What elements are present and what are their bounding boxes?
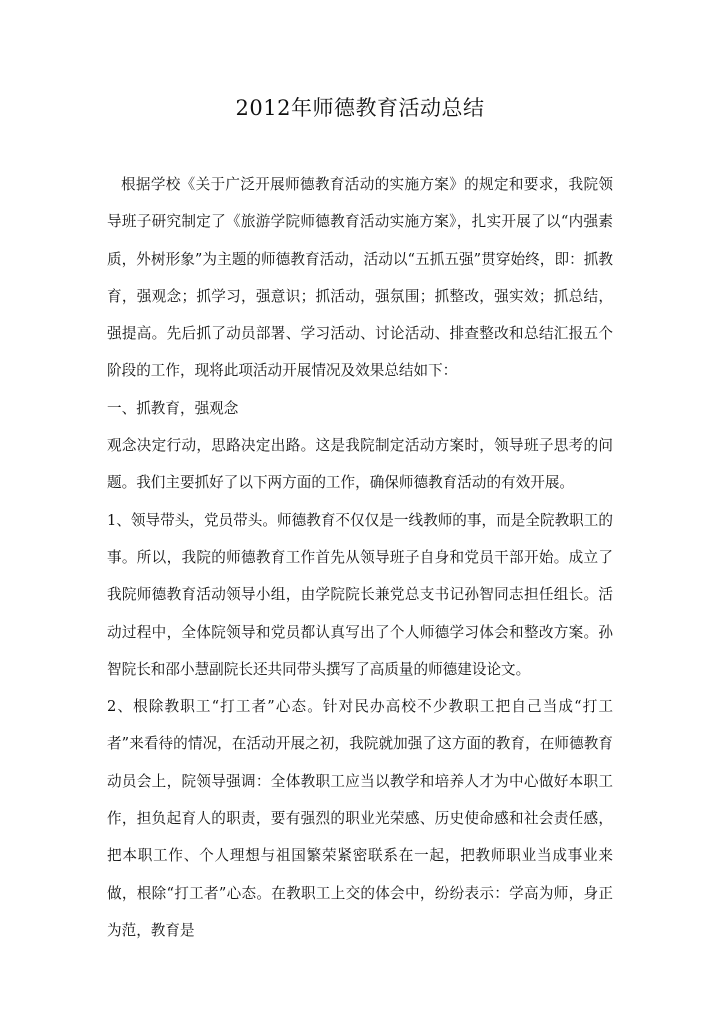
paragraph-intro: 根据学校《关于广泛开展师德教育活动的实施方案》的规定和要求，我院领导班子研究制定了《旅游学院师德教育活动实施方案》，扎实开展了以“内强素质，外树形象”为主题的师德教育活动，活动以“五抓五强”贯穿始终，即：抓教育，强观念；抓学习，强意识；抓活动，强氛围；抓整改，强实效；抓总结，强提高。先后抓了动员部署、学习活动、讨论活动、排查整改和总结汇报五个阶段的工作，现将此项活动开展情况及效果总结如下： — [107, 176, 613, 380]
document-title: 2012年师德教育活动总结 — [235, 96, 485, 120]
paragraph: 1、领导带头，党员带头。师德教育不仅仅是一线教师的事，而是全院教职工的事。所以，我院的师德教育工作首先从领导班子自身和党员干部开始。成立了我院师德教育活动领导小组，由学院院长兼党总支书记孙智同志担任组长。活动过程中，全体院领导和党员都认真写出了个人师德学习体会和整改方案。孙智院长和邵小慧副院长还共同带头撰写了高质量的师德建设论文。 — [107, 511, 613, 678]
section-heading: 一、抓教育，强观念 — [107, 399, 239, 417]
paragraph: 2、根除教职工“打工者”心态。针对民办高校不少教职工把自己当成“打工者”来看待的情况，在活动开展之初，我院就加强了这方面的教育，在师德教育动员会上，院领导强调：全体教职工应当以教学和培养人才为中心做好本职工作，担负起育人的职责，要有强烈的职业光荣感、历史使命感和社会责任感，把本职工作、个人理想与祖国繁荣紧密联系在一起，把教师职业当成事业来做，根除“打工者”心态。在教职工上交的体会中，纷纷表示：学高为师，身正为范，教育是 — [107, 698, 613, 939]
document-body — [107, 166, 613, 949]
paragraph: 观念决定行动，思路决定出路。这是我院制定活动方案时，领导班子思考的问题。我们主要抓好了以下两方面的工作，确保师德教育活动的有效开展。 — [107, 437, 613, 492]
